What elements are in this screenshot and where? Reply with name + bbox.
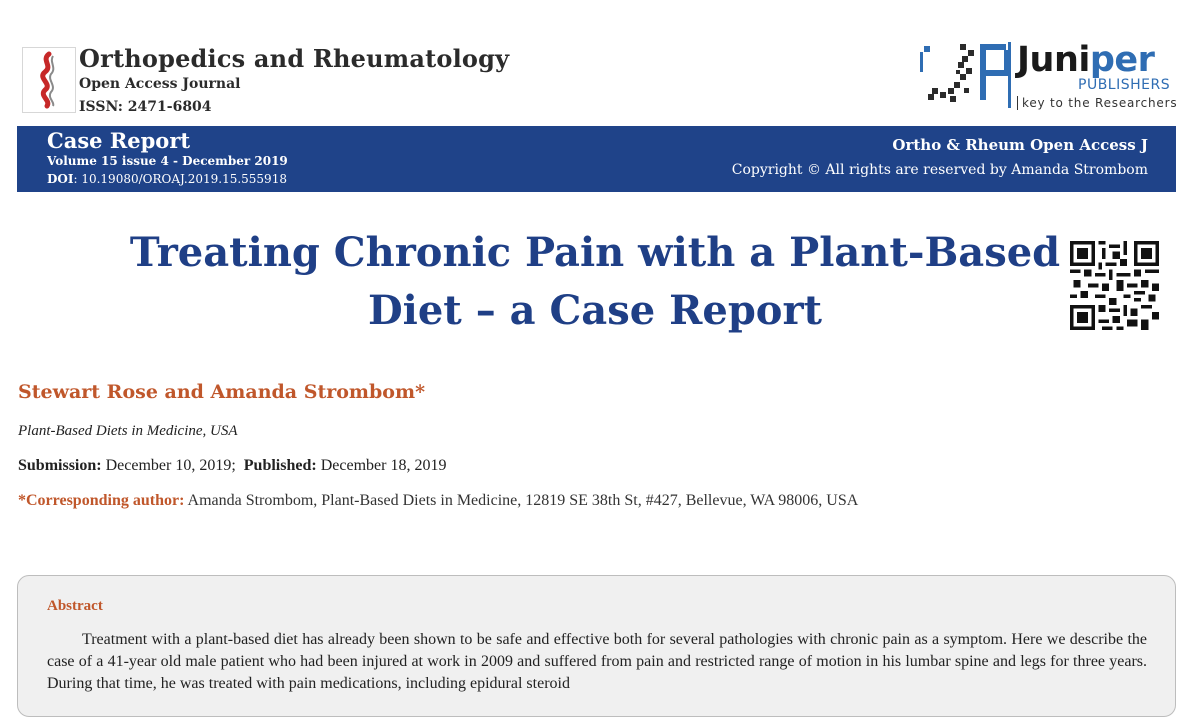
publication-dates: Submission: December 10, 2019; Published: December 18, 2019	[18, 457, 447, 474]
corresponding-author	[18, 492, 858, 510]
publisher-subtitle: PUBLISHERS	[1078, 77, 1171, 93]
doi-line: DOI: 10.19080/OROAJ.2019.15.555918	[47, 172, 287, 186]
journal-abbreviation: Ortho & Rheum Open Access J	[892, 136, 1148, 154]
title-line-1: Treating Chronic Pain with a Plant-Based	[129, 229, 1061, 276]
affiliation: Plant-Based Diets in Medicine, USA	[18, 423, 238, 439]
article-type: Case Report	[47, 128, 191, 153]
author-list: Stewart Rose and Amanda Strombom*	[18, 381, 426, 403]
doi-link[interactable]: : 10.19080/OROAJ.2019.15.555918	[73, 172, 287, 186]
publisher-tagline: key to the Researchers	[1017, 96, 1177, 110]
journal-subtitle: Open Access Journal	[79, 76, 241, 92]
corresponding-author-label: *Corresponding author:	[18, 492, 185, 509]
publisher-name: Juniper	[1017, 40, 1155, 80]
abstract-panel	[17, 575, 1176, 717]
spine-icon	[23, 48, 75, 112]
copyright-notice: Copyright © All rights are reserved by Amanda Strombom	[731, 162, 1148, 178]
title-line-2: Diet – a Case Report	[367, 287, 823, 334]
journal-name: Orthopedics and Rheumatology	[79, 44, 510, 73]
abstract-heading: Abstract	[47, 598, 103, 614]
qr-code[interactable]	[1070, 241, 1159, 330]
article-title	[100, 224, 1090, 340]
journal-issn: ISSN: 2471-6804	[79, 99, 212, 115]
corresponding-author-details: Amanda Strombom, Plant-Based Diets in Medicine, 12819 SE 38th St, #427, Bellevue, WA 98006, USA	[184, 492, 859, 509]
article-info-banner	[17, 126, 1176, 192]
volume-issue: Volume 15 issue 4 - December 2019	[47, 154, 288, 168]
abstract-text: Treatment with a plant-based diet has already been shown to be safe and effective both for several pathologies with chronic pain as a symptom. Here we describe the case of a 41-year old male patient who had been injured at work in 2009 and suffered from pain and restricted range of motion in his lumbar spine and legs for three years. During that time, he was treated with pain medications, including epidural steroid	[47, 631, 1147, 692]
journal-logo	[22, 47, 76, 113]
